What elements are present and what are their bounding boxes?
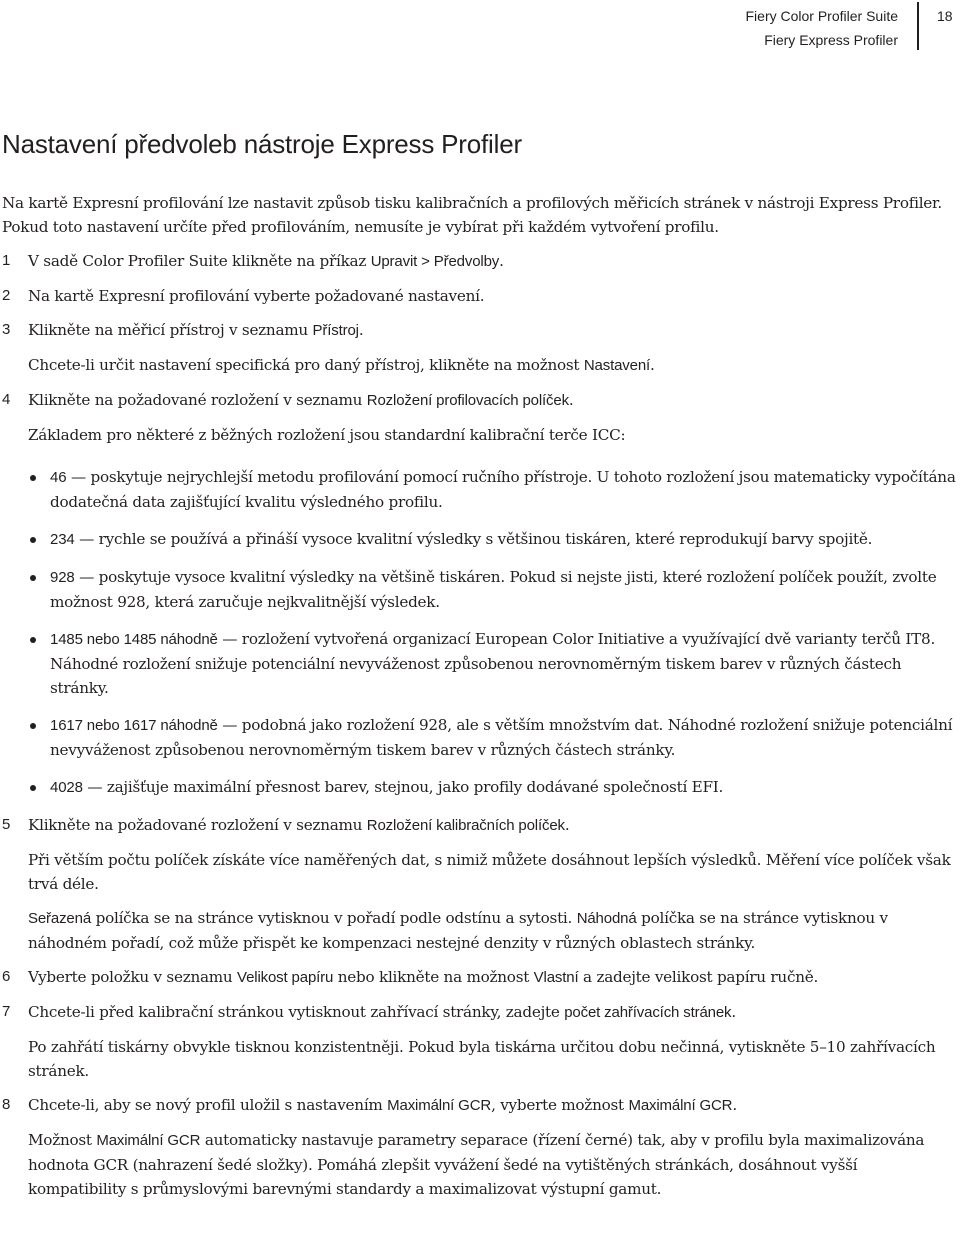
header-suite-name: Fiery Color Profiler Suite [745,8,898,24]
step-text-end: . [564,816,570,834]
bullet-dot [30,637,36,643]
ui-term: Rozložení profilovacích políček [366,392,569,409]
page-title: Nastavení předvoleb nástroje Express Profiler [2,129,522,159]
step-3 [2,318,957,343]
step-text-end: . [732,1096,737,1114]
bullet-dot [30,475,36,481]
step-text: nebo klikněte na možnost [333,968,534,986]
step-1 [2,249,957,274]
ui-term: 46 [50,469,67,486]
step-number: 3 [2,321,11,338]
bullet-dot [30,785,36,791]
step-7-note: Po zahřátí tiskárny obvykle tisknou konzistentněji. Pokud byla tiskárna určitou dobu nečinná, vytiskněte 5–10 zahřívacích stránek. [28,1038,936,1080]
bullet-dot [30,537,36,543]
ui-term: 4028 [50,779,83,796]
header-module-name: Fiery Express Profiler [764,32,898,48]
step-number: 1 [2,252,11,269]
step-number: 6 [2,968,11,985]
step-8-note [2,1128,957,1201]
step-number: 4 [2,391,11,408]
bullet-item [28,465,957,514]
bullet-text: — zajišťuje maximální přesnost barev, stejnou, jako profily dodávané společností EFI. [82,778,724,796]
note-text-end: . [650,356,655,374]
page-number: 18 [937,8,953,24]
step-5 [2,813,957,838]
ui-term: Rozložení kalibračních políček [366,817,565,834]
layout-bullet-list [2,465,957,800]
bullet-item [28,527,957,552]
ui-term: Maximální GCR [387,1097,492,1114]
bullet-text: — podobná jako rozložení 928, ale s větším množstvím dat. Náhodné rozložení snižuje potenciální nevyváženost způsobenou nerovnoměrným tiskem barev v různých částech stránky. [50,716,953,759]
step-5-note-1: Při větším počtu políček získáte více naměřených dat, s nimiž můžete dosáhnout lepších výsledků. Měření více políček však trvá déle. [28,851,951,893]
ui-term: Vlastní [533,969,579,986]
intro-paragraph: Na kartě Expresní profilování lze nastavit způsob tisku kalibračních a profilových měřicích stránek v nástroji Express Profiler. Pokud toto nastavení určíte před profilováním, nemusíte je vybírat při každém vytvoření profilu. [2,194,942,236]
step-number: 8 [2,1096,11,1113]
step-text: Klikněte na požadované rozložení v seznamu [28,391,367,409]
step-5-note-2 [2,906,957,955]
step-text-end: . [731,1003,736,1021]
ui-term: Upravit > Předvolby [370,253,500,270]
step-4-note: Základem pro některé z běžných rozložení jsou standardní kalibrační terče ICC: [28,426,626,444]
ui-term: 1485 nebo 1485 náhodně [50,631,218,648]
bullet-text: — rozložení vytvořená organizací European Color Initiative a využívající dvě varianty terčů IT8. Náhodné rozložení snižuje potenciální nevyváženost způsobenou nerovnoměrným tiskem barev v různých částech stránky. [50,630,936,697]
bullet-text: — rychle se používá a přináší vysoce kvalitní výsledky s většinou tiskáren, které reprodukují barvy spojitě. [74,530,873,548]
step-text: Klikněte na požadované rozložení v seznamu [28,816,367,834]
bullet-item [28,565,957,614]
note-text: políčka se na stránce vytisknou v pořadí podle odstínu a sytosti. [91,909,577,927]
note-text: políčka se na stránce vytisknou v náhodném pořadí, což může přispět ke kompenzaci nestejné denzity v různých oblastech stránky. [28,909,888,952]
ui-term: 234 [50,531,75,548]
step-text: Chcete-li, aby se nový profil uložil s nastavením [28,1096,388,1114]
step-6 [2,965,957,990]
step-4 [2,388,957,413]
bullet-dot [30,575,36,581]
step-text: Na kartě Expresní profilování vyberte požadované nastavení. [28,287,485,305]
bullet-text: — poskytuje nejrychlejší metodu profilování pomocí ručního přístroje. U tohoto rozložení jsou matematicky vypočítána dodatečná data zajišťující kvalitu výsledného profilu. [50,468,956,511]
ui-term: 928 [50,569,75,586]
ui-term: Maximální GCR [628,1097,733,1114]
ui-term: 1617 nebo 1617 náhodně [50,717,218,734]
step-text-end: . [499,252,504,270]
note-text: automaticky nastavuje parametry separace (řízení černé) tak, aby v profilu byla maximalizována hodnota GCR (nahrazení šedé složky). Pomáhá zlepšit vyvážení šedé na vytištěných stránkách, dosáhnout vyšší kompatibility s průmyslovými barevnými standardy a maximalizovat výstupní gamut. [28,1131,925,1198]
step-number: 7 [2,1003,11,1020]
step-text: Chcete-li před kalibrační stránkou vytisknout zahřívací stránky, zadejte [28,1003,565,1021]
ui-term: Nastavení [583,357,651,374]
header-divider [917,2,919,50]
step-text: Klikněte na měřicí přístroj v seznamu [28,321,313,339]
ui-term: počet zahřívacích stránek [564,1004,732,1021]
note-text: Možnost [28,1131,97,1149]
page-content [2,126,957,1211]
step-2 [2,284,957,308]
step-text: V sadě Color Profiler Suite klikněte na příkaz [28,252,371,270]
step-8 [2,1093,957,1118]
bullet-text: — poskytuje vysoce kvalitní výsledky na většině tiskáren. Pokud si nejste jisti, které rozložení políček použít, zvolte možnost 928, která zaručuje nejkvalitnější výsledek. [50,568,937,611]
bullet-item [28,775,957,800]
step-3-note [2,353,957,378]
step-number: 2 [2,287,11,304]
step-number: 5 [2,816,11,833]
note-text: Chcete-li určit nastavení specifická pro daný přístroj, klikněte na možnost [28,356,584,374]
step-text: a zadejte velikost papíru ručně. [578,968,819,986]
step-text-end: . [568,391,574,409]
bullet-dot [30,723,36,729]
step-text: , vyberte možnost [491,1096,629,1114]
running-header [0,0,960,60]
step-text: Vyberte položku v seznamu [28,968,238,986]
bullet-item [28,713,957,762]
ui-term: Seřazená [28,910,92,927]
step-7 [2,1000,957,1025]
ui-term: Náhodná [576,910,637,927]
header-titles [746,4,899,52]
bullet-item [28,627,957,700]
step-text-end: . [358,321,364,339]
ui-term: Přístroj [312,322,359,339]
ui-term: Velikost papíru [237,969,334,986]
ui-term: Maximální GCR [96,1132,201,1149]
